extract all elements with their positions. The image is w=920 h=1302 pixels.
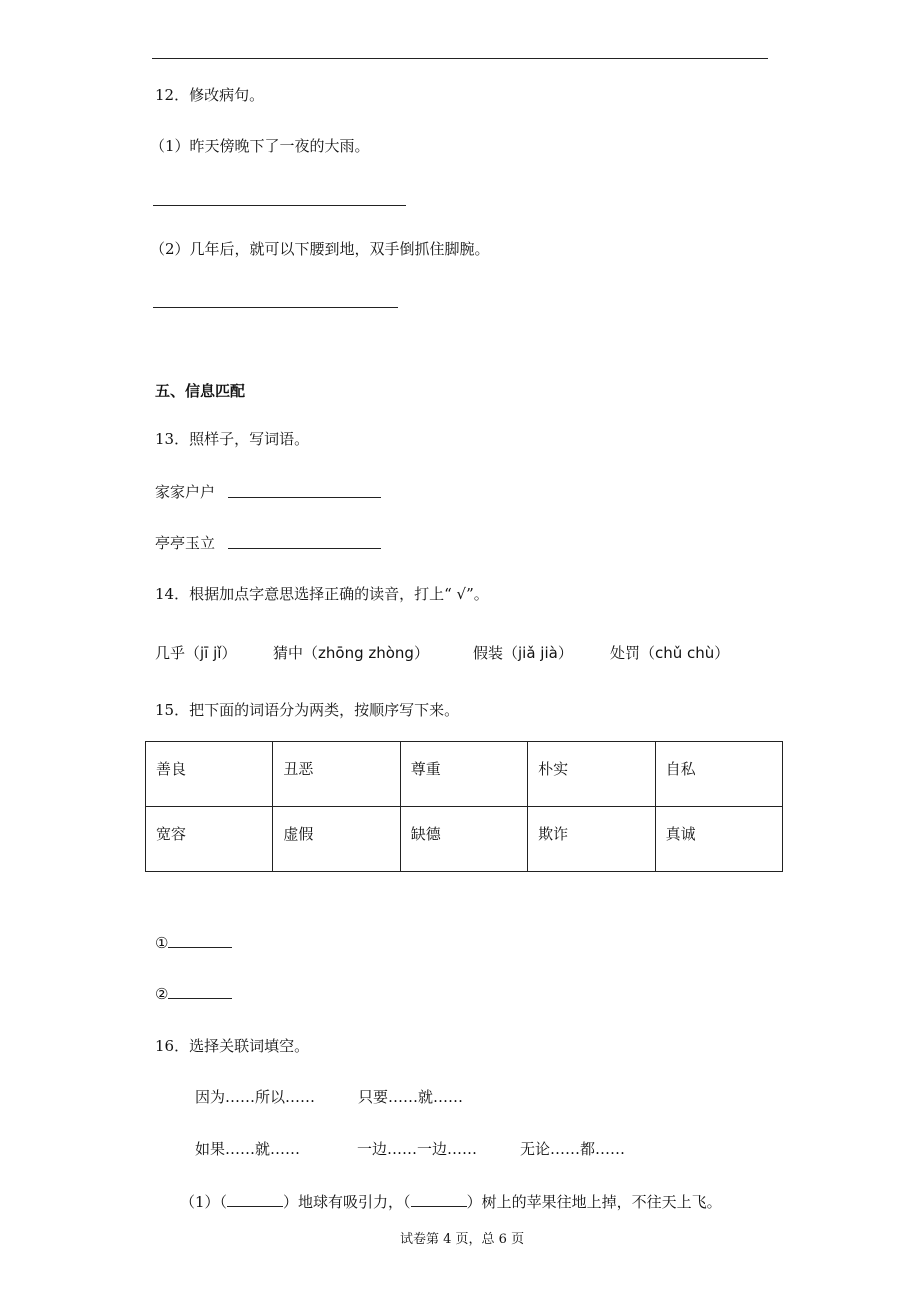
q15-word-table xyxy=(145,741,783,872)
q15-blank-1-label: ① xyxy=(155,934,169,952)
table-cell: 朴实 xyxy=(528,742,655,807)
q15-blank-1 xyxy=(155,934,232,952)
q16-s1-blank-2[interactable] xyxy=(411,1206,467,1207)
q14-item-pinyin[interactable]: （zhōng zhòng） xyxy=(303,644,429,662)
q16-title: 16．选择关联词填空。 xyxy=(155,1037,310,1055)
q16-option: 只要……就…… xyxy=(358,1088,464,1106)
q14-item xyxy=(155,642,236,663)
q15-blank-2-label: ② xyxy=(155,985,169,1003)
q14-item-word: 假装 xyxy=(473,644,504,662)
q13-title: 13．照样子，写词语。 xyxy=(155,430,310,448)
q16-s1-blank-1[interactable] xyxy=(227,1206,283,1207)
q14-item xyxy=(610,642,729,663)
q16-option: 如果……就…… xyxy=(195,1140,301,1158)
q15-blank-2 xyxy=(155,985,232,1003)
table-cell: 丑恶 xyxy=(273,742,400,807)
q13-example-1: 家家户户 xyxy=(155,483,216,501)
q14-item-word: 处罚 xyxy=(610,644,641,662)
q14-item-word: 几乎 xyxy=(155,644,186,662)
q16-sentence-1 xyxy=(180,1191,722,1212)
q15-title: 15．把下面的词语分为两类，按顺序写下来。 xyxy=(155,701,460,719)
q12-answer-line-2[interactable] xyxy=(153,307,398,308)
q12-title: 12．修改病句。 xyxy=(155,86,265,104)
q14-item-pinyin[interactable]: （chǔ chù） xyxy=(640,644,730,662)
q14-item-pinyin[interactable]: （jī jǐ） xyxy=(185,644,237,662)
table-cell: 尊重 xyxy=(400,742,527,807)
q14-item xyxy=(273,642,429,663)
q15-blank-2-line[interactable] xyxy=(168,998,232,999)
q16-option: 无论……都…… xyxy=(520,1140,626,1158)
q14-item-word: 猜中 xyxy=(273,644,304,662)
table-row xyxy=(146,807,783,872)
q13-answer-line-2[interactable] xyxy=(228,548,381,549)
table-cell: 善良 xyxy=(146,742,273,807)
table-cell: 欺诈 xyxy=(528,807,655,872)
q16-s1-suffix: ）树上的苹果往地上掉，不往天上飞。 xyxy=(466,1193,722,1211)
q15-blank-1-line[interactable] xyxy=(168,947,232,948)
q16-s1-middle: ）地球有吸引力，（ xyxy=(283,1193,411,1211)
table-cell: 宽容 xyxy=(146,807,273,872)
q13-answer-line-1[interactable] xyxy=(228,497,381,498)
q16-option: 因为……所以…… xyxy=(195,1088,316,1106)
q14-item-pinyin[interactable]: （jiǎ jià） xyxy=(503,644,573,662)
table-cell: 真诚 xyxy=(655,807,782,872)
q16-option: 一边……一边…… xyxy=(357,1140,478,1158)
q14-title: 14．根据加点字意思选择正确的读音，打上“ √”。 xyxy=(155,585,489,603)
section-5-heading: 五、信息匹配 xyxy=(155,382,246,400)
q12-sentence-1: （1）昨天傍晚下了一夜的大雨。 xyxy=(150,137,370,155)
q13-example-2: 亭亭玉立 xyxy=(155,534,216,552)
table-cell: 缺德 xyxy=(400,807,527,872)
header-rule xyxy=(152,58,768,59)
q12-sentence-2: （2）几年后，就可以下腰到地，双手倒抓住脚腕。 xyxy=(150,240,490,258)
table-cell: 自私 xyxy=(655,742,782,807)
q14-item xyxy=(473,642,573,663)
q16-s1-prefix: （1）（ xyxy=(180,1193,228,1211)
page-footer: 试卷第 4 页，总 6 页 xyxy=(400,1232,525,1247)
q12-answer-line-1[interactable] xyxy=(153,205,406,206)
table-row xyxy=(146,742,783,807)
table-cell: 虚假 xyxy=(273,807,400,872)
